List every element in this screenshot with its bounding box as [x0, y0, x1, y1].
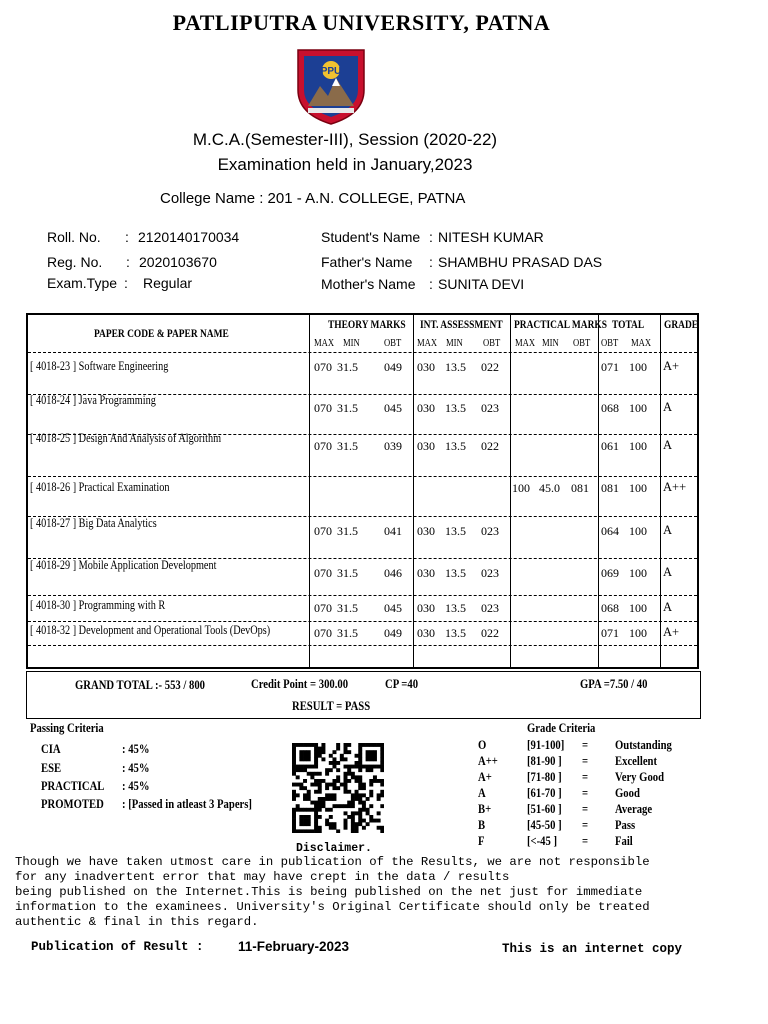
mark-tot-obt: 068 [601, 601, 619, 615]
grade-criteria-eq: = [582, 753, 589, 768]
mark-t-obt: 045 [384, 401, 402, 415]
disclaimer-line: for any inadvertent error that may have crept in the data / results [15, 870, 510, 884]
mark-i-max: 030 [417, 360, 435, 374]
roll-label: Roll. No. [47, 229, 101, 245]
grade-criteria-desc: Excellent [615, 753, 658, 768]
student-name-value: NITESH KUMAR [438, 229, 544, 245]
sub-int-max: MAX [417, 338, 438, 349]
mark-grade: A [663, 565, 673, 579]
mark-i-obt: 023 [481, 524, 499, 538]
passing-criteria-value: : [Passed in atleast 3 Papers] [122, 796, 252, 811]
svg-text:PPU: PPU [320, 66, 342, 77]
mark-grade: A [663, 523, 673, 537]
student-name-label: Student's Name [321, 229, 421, 245]
mark-i-obt: 022 [481, 439, 499, 453]
mark-tot-max: 100 [629, 481, 647, 495]
mark-t-max: 070 [314, 439, 332, 453]
paper-name: [ 4018-27 ] Big Data Analytics [30, 516, 157, 530]
reg-value: 2020103670 [139, 254, 217, 270]
programme-title: M.C.A.(Semester-III), Session (2020-22) [192, 130, 498, 149]
mark-i-max: 030 [417, 401, 435, 415]
disclaimer-title: Disclaimer. [296, 842, 372, 855]
sub-total-obt: OBT [601, 338, 619, 349]
mark-i-min: 13.5 [445, 401, 466, 415]
disclaimer-line: information to the examinees. University's Original Certificate should only be treated [15, 900, 650, 914]
exam-type-label: Exam.Type [47, 275, 118, 291]
grand-total: GRAND TOTAL :- 553 / 800 [75, 677, 206, 692]
marks-table [26, 313, 699, 669]
mark-i-max: 030 [417, 524, 435, 538]
mark-t-max: 070 [314, 566, 332, 580]
mark-t-min: 31.5 [337, 626, 358, 640]
mark-tot-max: 100 [629, 439, 647, 453]
mark-grade: A [663, 438, 673, 452]
grade-criteria-eq: = [582, 817, 589, 832]
paper-name: [ 4018-24 ] Java Programming [30, 393, 156, 407]
credit-point: Credit Point = 300.00 [251, 676, 349, 691]
mark-t-max: 070 [314, 626, 332, 640]
passing-criteria-label: PROMOTED [41, 796, 104, 811]
gpa-value: GPA =7.50 / 40 [580, 676, 648, 691]
mark-i-min: 13.5 [445, 566, 466, 580]
sub-total-max: MAX [631, 338, 652, 349]
mother-name-label: Mother's Name [321, 276, 416, 292]
grade-criteria-desc: Outstanding [615, 737, 672, 752]
grade-criteria-range: [61-70 ] [527, 785, 562, 800]
mark-t-obt: 041 [384, 524, 402, 538]
qr-code-icon [292, 743, 384, 833]
header-grade: GRADE [664, 319, 699, 331]
mark-i-min: 13.5 [445, 626, 466, 640]
mark-t-min: 31.5 [337, 439, 358, 453]
mark-t-max: 070 [314, 401, 332, 415]
cp-value: CP =40 [385, 676, 419, 691]
mother-name-value: SUNITA DEVI [438, 276, 525, 292]
sub-prac-obt: OBT [573, 338, 591, 349]
passing-criteria-value: : 45% [122, 760, 150, 775]
paper-name: [ 4018-30 ] Programming with R [30, 598, 166, 612]
passing-criteria-label: ESE [41, 760, 62, 775]
exam-type-value: Regular [143, 275, 193, 291]
header-total: TOTAL [612, 319, 645, 331]
grade-criteria-grade: A+ [478, 769, 492, 784]
mark-tot-obt: 069 [601, 566, 619, 580]
mark-i-obt: 023 [481, 566, 499, 580]
sub-theory-min: MIN [343, 338, 360, 349]
publication-label: Publication of Result : [31, 940, 204, 954]
mark-p-max: 100 [512, 481, 530, 495]
mark-t-max: 070 [314, 601, 332, 615]
passing-criteria-value: : 45% [122, 741, 150, 756]
mark-tot-max: 100 [629, 401, 647, 415]
mark-grade: A+ [663, 359, 680, 373]
grade-criteria-desc: Good [615, 785, 640, 800]
student-name-colon: : [429, 229, 433, 245]
grade-criteria-grade: F [478, 833, 485, 848]
disclaimer-line: Though we have taken utmost care in publication of the Results, we are not responsible [15, 855, 650, 869]
sub-theory-obt: OBT [384, 338, 402, 349]
reg-colon: : [126, 254, 130, 270]
passing-criteria-value: : 45% [122, 778, 150, 793]
mark-i-min: 13.5 [445, 601, 466, 615]
grade-criteria-range: [91-100] [527, 737, 565, 752]
mark-t-min: 31.5 [337, 401, 358, 415]
grade-criteria-eq: = [582, 833, 589, 848]
mark-t-obt: 039 [384, 439, 402, 453]
paper-name: [ 4018-32 ] Development and Operational Tools (DevOps) [30, 623, 271, 637]
grade-criteria-grade: A [478, 785, 486, 800]
mark-t-max: 070 [314, 524, 332, 538]
university-logo [294, 46, 368, 126]
roll-value: 2120140170034 [138, 229, 240, 245]
mark-tot-max: 100 [629, 566, 647, 580]
mark-grade: A [663, 600, 673, 614]
college-name: College Name : 201 - A.N. COLLEGE, PATNA [160, 190, 466, 207]
grade-criteria-eq: = [582, 737, 589, 752]
sub-prac-min: MIN [542, 338, 559, 349]
mark-t-obt: 046 [384, 566, 402, 580]
mark-i-min: 13.5 [445, 524, 466, 538]
header-theory: THEORY MARKS [328, 319, 406, 331]
mark-t-min: 31.5 [337, 566, 358, 580]
grade-criteria-eq: = [582, 769, 589, 784]
sub-prac-max: MAX [515, 338, 536, 349]
mark-tot-obt: 064 [601, 524, 619, 538]
mark-t-min: 31.5 [337, 360, 358, 374]
mark-tot-obt: 068 [601, 401, 619, 415]
mark-i-max: 030 [417, 439, 435, 453]
mark-tot-max: 100 [629, 601, 647, 615]
mark-tot-obt: 061 [601, 439, 619, 453]
mark-t-min: 31.5 [337, 524, 358, 538]
mark-t-obt: 049 [384, 626, 402, 640]
university-title: PATLIPUTRA UNIVERSITY, PATNA [172, 10, 551, 35]
mark-p-min: 45.0 [539, 481, 560, 495]
roll-colon: : [125, 229, 129, 245]
father-name-value: SHAMBHU PRASAD DAS [438, 254, 603, 270]
publication-date: 11-February-2023 [238, 939, 350, 954]
passing-criteria-label: CIA [41, 741, 61, 756]
passing-criteria-title: Passing Criteria [30, 720, 104, 735]
mark-i-max: 030 [417, 626, 435, 640]
mark-tot-max: 100 [629, 626, 647, 640]
mark-i-obt: 023 [481, 601, 499, 615]
logo-emblem-icon [294, 46, 368, 126]
grand-total-box [26, 671, 701, 719]
paper-name: [ 4018-29 ] Mobile Application Development [30, 558, 217, 572]
grade-criteria-grade: A++ [478, 753, 498, 768]
grade-criteria-grade: O [478, 737, 487, 752]
exam-held: Examination held in January,2023 [217, 155, 473, 174]
grade-criteria-desc: Pass [615, 817, 636, 832]
disclaimer-line: authentic & final in this regard. [15, 915, 259, 929]
mark-tot-max: 100 [629, 360, 647, 374]
paper-name: [ 4018-23 ] Software Engineering [30, 359, 169, 373]
grade-criteria-grade: B [478, 817, 486, 832]
mark-i-obt: 022 [481, 626, 499, 640]
passing-criteria-label: PRACTICAL [41, 778, 105, 793]
grade-criteria-range: [<-45 ] [527, 833, 558, 848]
grade-criteria-eq: = [582, 785, 589, 800]
mark-tot-max: 100 [629, 524, 647, 538]
sub-int-min: MIN [446, 338, 463, 349]
grade-criteria-desc: Average [615, 801, 653, 816]
exam-type-colon: : [124, 275, 128, 291]
internet-copy-note: This is an internet copy [502, 942, 683, 956]
mark-i-min: 13.5 [445, 439, 466, 453]
sub-int-obt: OBT [483, 338, 501, 349]
paper-name: [ 4018-25 ] Design And Analysis of Algorithm [30, 431, 222, 445]
mark-p-obt: 081 [571, 481, 589, 495]
mark-i-min: 13.5 [445, 360, 466, 374]
mark-i-max: 030 [417, 601, 435, 615]
paper-name: [ 4018-26 ] Practical Examination [30, 480, 170, 494]
result-status: RESULT = PASS [292, 698, 371, 713]
mark-t-obt: 049 [384, 360, 402, 374]
disclaimer-line: being published on the Internet.This is being published on the net just for immediate [15, 885, 643, 899]
mark-tot-obt: 081 [601, 481, 619, 495]
grade-criteria-range: [51-60 ] [527, 801, 562, 816]
mark-i-max: 030 [417, 566, 435, 580]
grade-criteria-desc: Very Good [615, 769, 665, 784]
mark-i-obt: 022 [481, 360, 499, 374]
father-name-colon: : [429, 254, 433, 270]
grade-criteria-eq: = [582, 801, 589, 816]
header-paper: PAPER CODE & PAPER NAME [94, 328, 229, 340]
mark-t-min: 31.5 [337, 601, 358, 615]
mark-grade: A+ [663, 625, 680, 639]
mark-t-max: 070 [314, 360, 332, 374]
sub-theory-max: MAX [314, 338, 335, 349]
grade-criteria-desc: Fail [615, 833, 633, 848]
mark-t-obt: 045 [384, 601, 402, 615]
grade-criteria-range: [71-80 ] [527, 769, 562, 784]
mark-tot-obt: 071 [601, 626, 619, 640]
mark-i-obt: 023 [481, 401, 499, 415]
grade-criteria-title: Grade Criteria [527, 720, 596, 735]
mark-grade: A [663, 400, 673, 414]
reg-label: Reg. No. [47, 254, 103, 270]
header-int: INT. ASSESSMENT [420, 319, 503, 331]
header-practical: PRACTICAL MARKS [514, 319, 608, 331]
mark-grade: A++ [663, 480, 687, 494]
mark-tot-obt: 071 [601, 360, 619, 374]
grade-criteria-grade: B+ [478, 801, 492, 816]
father-name-label: Father's Name [321, 254, 413, 270]
grade-criteria-range: [81-90 ] [527, 753, 562, 768]
grade-criteria-range: [45-50 ] [527, 817, 562, 832]
mother-name-colon: : [429, 276, 433, 292]
